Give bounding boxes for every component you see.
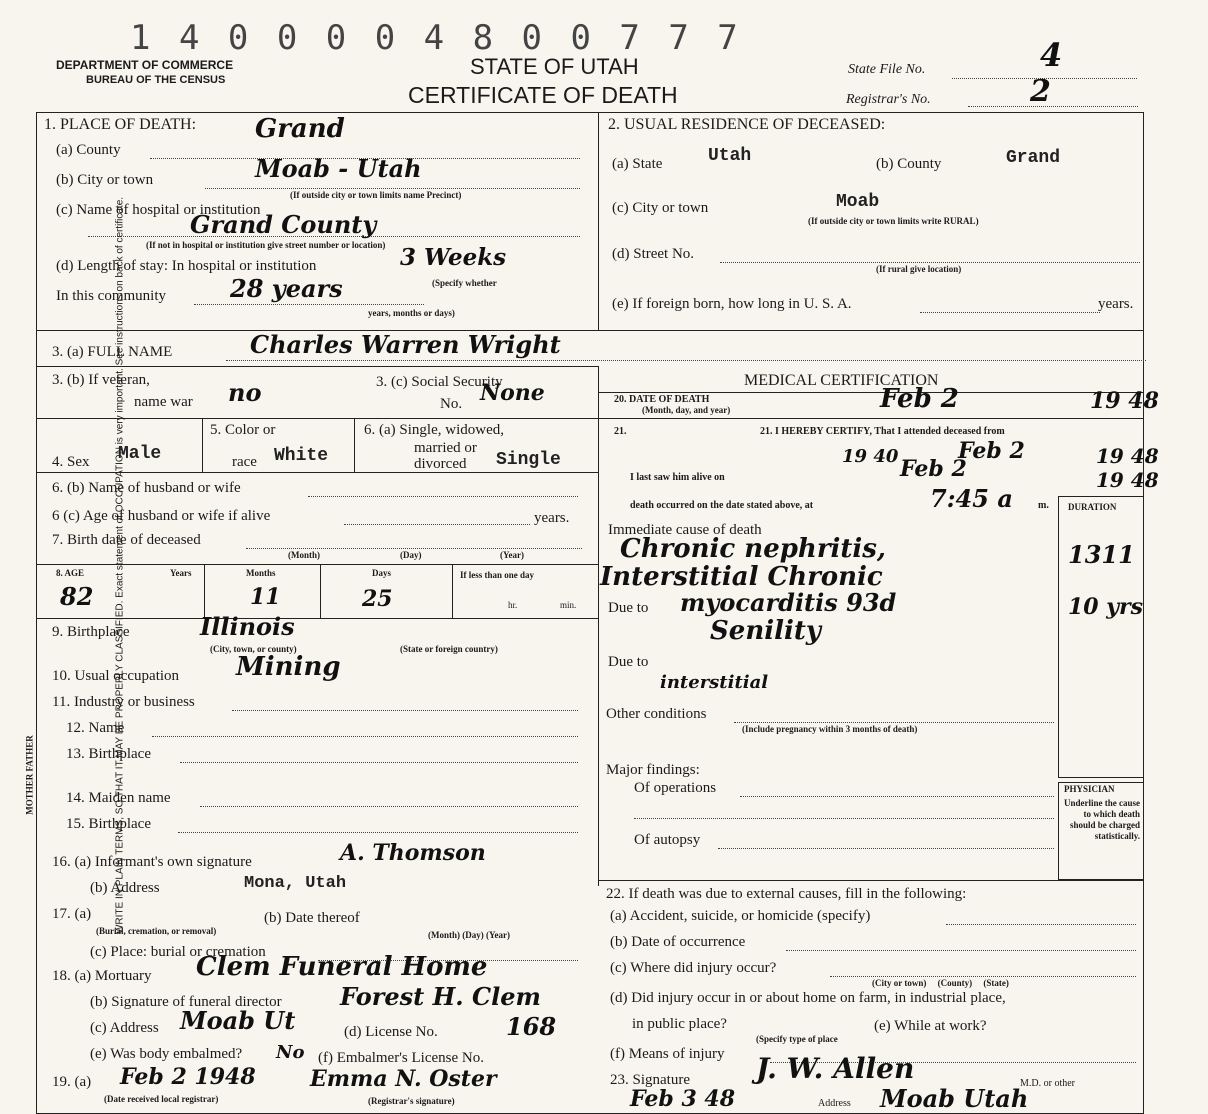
community-label: In this community: [56, 288, 166, 304]
veteran-label: 3. (b) If veteran,: [52, 372, 150, 388]
spouse-years-label: years.: [534, 510, 570, 526]
registrar-value: 2: [1030, 74, 1051, 109]
days-col: Days: [372, 568, 392, 578]
informant-address-label: (b) Address: [90, 880, 160, 896]
medical-title: MEDICAL CERTIFICATION: [744, 372, 939, 389]
date-signed: Feb 3 48: [630, 1086, 736, 1112]
city-value: Moab - Utah: [255, 154, 422, 183]
stay-value: 3 Weeks: [400, 244, 507, 271]
res-county-label: (b) County: [876, 156, 942, 172]
external-label: 22. If death was due to external causes, fill in the following:: [606, 886, 967, 902]
marital-value: Single: [496, 450, 561, 470]
physician-address-value: Moab Utah: [880, 1084, 1029, 1113]
home-label: (d) Did injury occur in or about home on farm, in industrial place,: [610, 990, 1006, 1006]
res-street-note: (If rural give location): [876, 264, 962, 274]
means-label: (f) Means of injury: [610, 1046, 725, 1062]
mortuary-address-label: (c) Address: [90, 1020, 159, 1036]
registrar-note: (Registrar's signature): [368, 1096, 455, 1106]
side-instructions: WRITE IN PLAIN TERMS, SO THAT IT MAY BE PROPERLY CLASSIFIED. Exact statement of OCCUPATION is very important. See instructions on back of certificate.: [114, 196, 126, 935]
age-label: 8. AGE: [56, 568, 85, 578]
stay-label: (d) Length of stay: In hospital or institution: [56, 258, 317, 274]
physician-text: Underline the cause to which death should be charged statistically.: [1064, 798, 1140, 841]
certify-label: 21. I HEREBY CERTIFY, That I attended deceased from: [760, 426, 1005, 437]
place-of-death-value: Grand: [255, 114, 345, 144]
burial-note: (Burial, cremation, or removal): [96, 926, 217, 936]
immediate-label: Immediate cause of death: [608, 522, 762, 538]
occurred-label: death occurred on the date stated above, at: [630, 500, 814, 511]
res-state-value: Utah: [708, 146, 752, 166]
marital-label2: married or: [414, 440, 477, 456]
license-label: (d) License No.: [344, 1024, 438, 1040]
received-note: (Date received local registrar): [104, 1094, 219, 1104]
veteran-label2: name war: [134, 394, 193, 410]
occupation-value: Mining: [236, 652, 341, 682]
physician-sig-value: J. W. Allen: [756, 1052, 915, 1085]
years-col: Years: [170, 568, 192, 578]
month-note: (Month): [288, 550, 320, 560]
informant-sig-value: A. Thomson: [340, 840, 486, 866]
where-label: (c) Where did injury occur?: [610, 960, 777, 976]
dod-label: 20. DATE OF DEATH: [614, 394, 710, 405]
immediate-value: Chronic nephritis,: [620, 534, 886, 564]
res-city-note: (If outside city or town limits write RURAL): [808, 216, 979, 226]
day-note: (Day): [400, 550, 422, 560]
registrar-signature: Emma N. Oster: [310, 1066, 497, 1092]
specify-note: (Specify whether: [432, 278, 497, 288]
attended-to: Feb 2: [958, 438, 1025, 464]
last-saw-year: 19 48: [1096, 468, 1159, 492]
last-saw-label: I last saw him alive on: [630, 472, 725, 483]
state-file-label: State File No.: [848, 62, 926, 77]
birthplace-note: (City, town, or county): [210, 644, 297, 654]
occurrence-label: (b) Date of occurrence: [610, 934, 746, 950]
res-city-value: Moab: [836, 192, 880, 212]
year-note: (Year): [500, 550, 524, 560]
attended-year: 19 48: [1096, 444, 1159, 468]
months-col: Months: [246, 568, 276, 578]
duration-label: DURATION: [1068, 502, 1117, 512]
hospital-value: Grand County: [190, 210, 377, 239]
embalmer-label: (f) Embalmer's License No.: [318, 1050, 484, 1066]
race-value: White: [274, 446, 329, 466]
res-state-label: (a) State: [612, 156, 663, 172]
city-note: (If outside city or town limits name Precinct): [290, 190, 462, 200]
ymd-note: years, months or days): [368, 308, 455, 318]
license-value: 168: [506, 1012, 557, 1041]
res-foreign-label: (e) If foreign born, how long in U. S. A.: [612, 296, 852, 312]
birthdate-label: 7. Birth date of deceased: [52, 532, 201, 548]
maiden-label: 14. Maiden name: [66, 790, 171, 806]
ssn-label: 3. (c) Social Security: [376, 374, 503, 390]
ssn-value: None: [480, 380, 545, 406]
age-months: 11: [250, 584, 281, 610]
mortuary-label: 18. (a) Mortuary: [52, 968, 152, 984]
full-name-value: Charles Warren Wright: [250, 330, 561, 359]
due2-value: interstitial: [660, 672, 769, 693]
attended-from: 19 40: [842, 446, 899, 467]
age-days: 25: [362, 586, 393, 612]
other-label: Other conditions: [606, 706, 707, 722]
industry-label: 11. Industry or business: [52, 694, 195, 710]
age-years: 82: [60, 582, 94, 611]
m-label: m.: [1038, 500, 1049, 511]
due2-label: Due to: [608, 654, 649, 670]
birthplace-label: 9. Birthplace: [52, 624, 130, 640]
husband-label: 6. (b) Name of husband or wife: [52, 480, 241, 496]
dod-year: 19 48: [1090, 388, 1159, 414]
veteran-value: no: [228, 378, 262, 407]
major-label: Major findings:: [606, 762, 700, 778]
mdy-note: (Month) (Day) (Year): [428, 930, 510, 940]
county-label: (a) County: [56, 142, 121, 158]
state-file-value: 4: [1040, 36, 1063, 74]
dept-line2: BUREAU OF THE CENSUS: [86, 74, 226, 86]
lessday-col: If less than one day: [460, 570, 535, 580]
min-label: min.: [560, 600, 577, 610]
res-county-value: Grand: [1006, 148, 1061, 168]
res-years-label: years.: [1098, 296, 1134, 312]
embalmed-value: No: [276, 1042, 305, 1063]
race-label: race: [232, 454, 257, 470]
where-note: (City or town) (County) (State): [872, 978, 1009, 988]
dod-value: Feb 2: [880, 384, 959, 414]
ops-label: Of operations: [634, 780, 717, 796]
director-value: Forest H. Clem: [340, 982, 541, 1011]
residence-title: 2. USUAL RESIDENCE OF DECEASED:: [608, 116, 886, 133]
physician-title: PHYSICIAN: [1064, 784, 1115, 794]
res-city-label: (c) City or town: [612, 200, 709, 216]
embalmed-label: (e) Was body embalmed?: [90, 1046, 243, 1062]
informant-address-value: Mona, Utah: [244, 874, 347, 893]
hospital-note: (If not in hospital or institution give street number or location): [146, 240, 386, 250]
age-spouse-label: 6 (c) Age of husband or wife if alive: [52, 508, 271, 524]
place-of-death-title: 1. PLACE OF DEATH:: [44, 116, 197, 133]
received-value: Feb 2 1948: [120, 1064, 256, 1090]
dept-line1: DEPARTMENT OF COMMERCE: [56, 58, 234, 72]
due-label: Due to: [608, 600, 649, 616]
mortuary-value: Clem Funeral Home: [196, 952, 488, 982]
certificate-title: CERTIFICATE OF DEATH: [408, 82, 678, 108]
physician-sig-label: 23. Signature: [610, 1072, 690, 1088]
informant-sig-label: 16. (a) Informant's own signature: [52, 854, 252, 870]
director-label: (b) Signature of funeral director: [90, 994, 282, 1010]
immediate-value2: Interstitial Chronic: [600, 562, 883, 592]
registrar-label: Registrar's No.: [846, 92, 931, 107]
other-note: (Include pregnancy within 3 months of death): [742, 724, 918, 734]
burial-label: 17. (a): [52, 906, 92, 922]
physician-address-label: Address: [818, 1098, 851, 1109]
community-value: 28 years: [230, 274, 343, 303]
received-label: 19. (a): [52, 1074, 92, 1090]
state-title: STATE OF UTAH: [470, 54, 639, 79]
ssn-label2: No.: [440, 396, 463, 412]
dod-note: (Month, day, and year): [642, 405, 731, 415]
md-label: M.D. or other: [1020, 1078, 1075, 1089]
occupation-label: 10. Usual occupation: [52, 668, 180, 684]
father-birth-label: 13. Birthplace: [66, 746, 151, 762]
accident-label: (a) Accident, suicide, or homicide (specify): [610, 908, 871, 924]
duration-1: 1311: [1068, 540, 1135, 569]
father-name-label: 12. Name: [66, 720, 125, 736]
public-label: in public place?: [632, 1016, 727, 1032]
date-thereof-label: (b) Date thereof: [264, 910, 360, 926]
means-note: (Specify type of place: [756, 1034, 838, 1044]
hospital-label: (c) Name of hospital or institution: [56, 202, 261, 218]
mother-birth-label: 15. Birthplace: [66, 816, 151, 832]
serial-number: 1 4 0 0 0 0 4 8 0 0 7 7 7: [130, 18, 742, 58]
birthplace-value: Illinois: [200, 612, 295, 641]
res-street-label: (d) Street No.: [612, 246, 695, 262]
sex-value: Male: [118, 444, 162, 464]
autopsy-label: Of autopsy: [634, 832, 701, 848]
full-name-label: 3. (a) FULL NAME: [52, 344, 173, 360]
due-value2: Senility: [710, 616, 821, 646]
duration-2: 10 yrs: [1068, 594, 1144, 620]
city-label: (b) City or town: [56, 172, 154, 188]
marital-label: 6. (a) Single, widowed,: [364, 422, 504, 438]
birthplace-note2: (State or foreign country): [400, 644, 498, 654]
hr-label: hr.: [508, 600, 518, 610]
sex-label: 4. Sex: [52, 454, 90, 470]
burial-place-label: (c) Place: burial or cremation: [90, 944, 266, 960]
last-saw-value: Feb 2: [900, 456, 967, 482]
time-value: 7:45 a: [930, 484, 1013, 513]
mortuary-address-value: Moab Ut: [180, 1006, 296, 1035]
due-value: myocarditis 93d: [680, 588, 897, 617]
marital-label3: divorced: [414, 456, 467, 472]
work-label: (e) While at work?: [874, 1018, 987, 1034]
parents-side: MOTHER FATHER: [24, 735, 35, 815]
color-label: 5. Color or: [210, 422, 276, 438]
